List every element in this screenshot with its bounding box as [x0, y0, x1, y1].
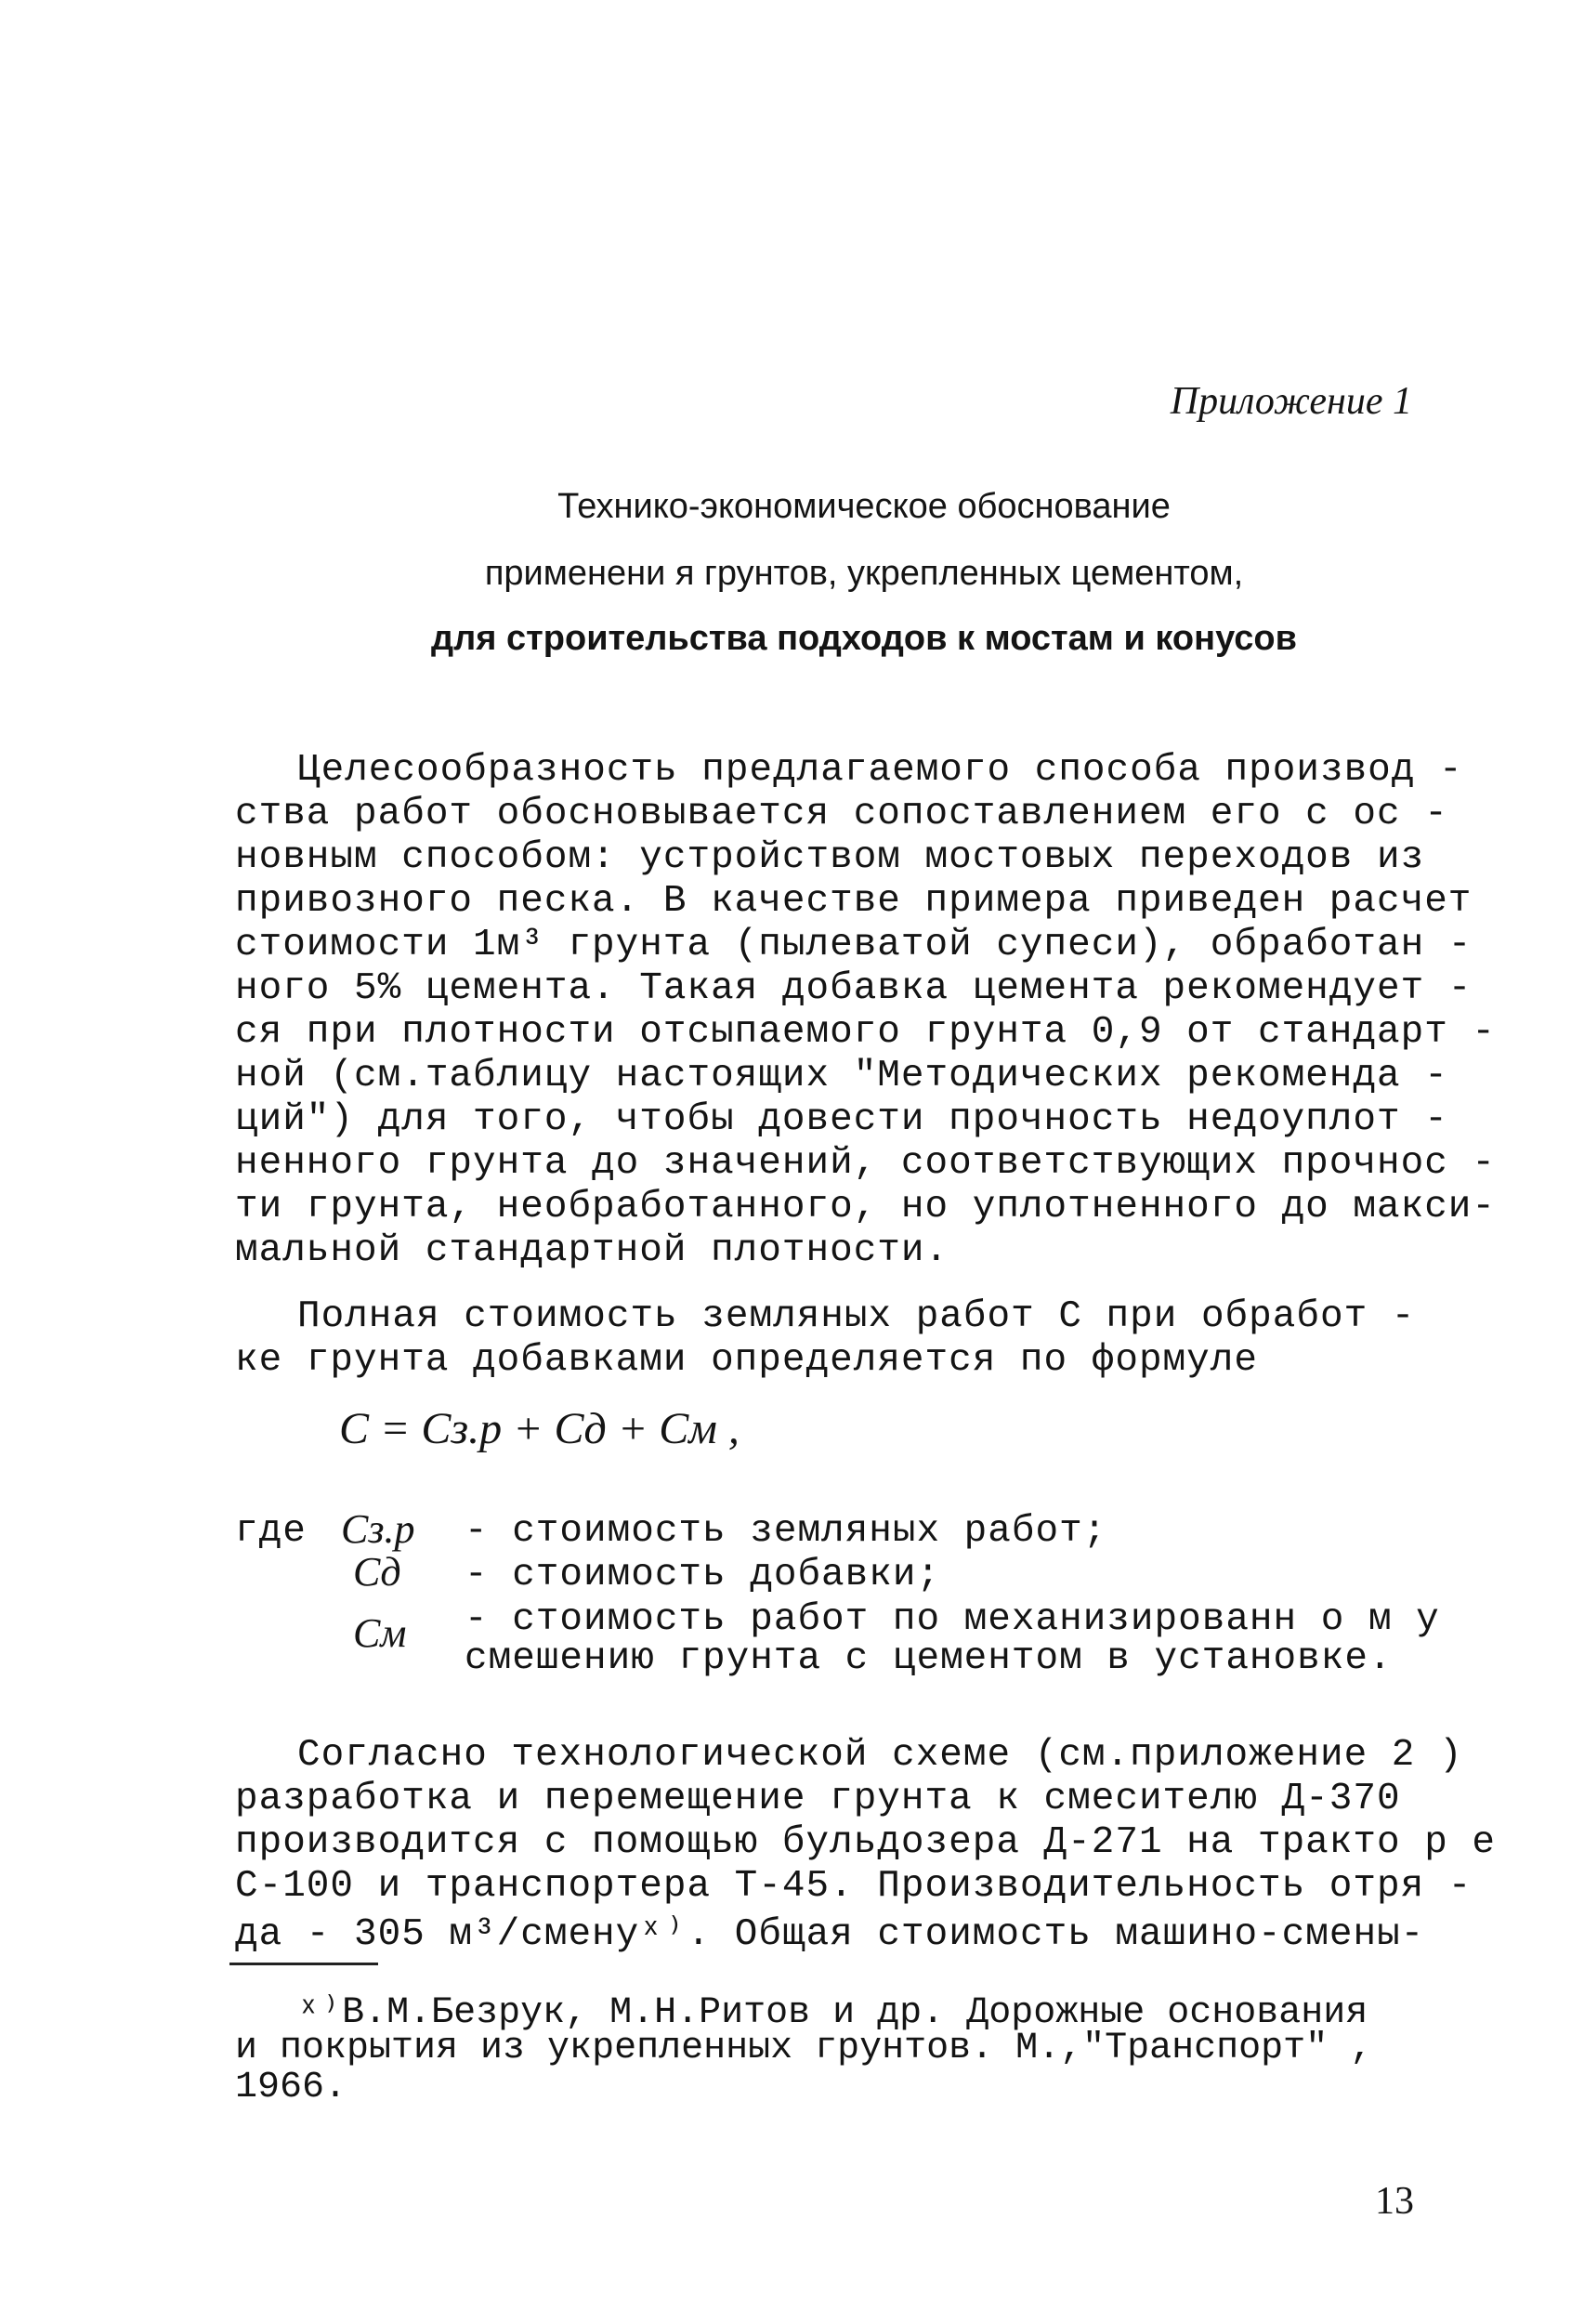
text-line: да - 305 м³/сменуˣ⁾. Общая стоимость машино-смены- [235, 1913, 1425, 1956]
text-line: мальной стандартной плотности. [235, 1229, 949, 1272]
text-line: ти грунта, необработанного, но уплотненного до макси- [235, 1186, 1497, 1228]
title-line-3: для строительства подходов к мостам и конусов [431, 619, 1297, 658]
symbol-c-d: Cд [353, 1549, 401, 1595]
text-line: ной (см.таблицу настоящих "Методических рекоменда - [235, 1055, 1448, 1097]
text-line: С-100 и транспортера Т-45. Производительность отря - [235, 1865, 1473, 1908]
symbol-c-m: Cм [353, 1610, 407, 1656]
definition-text: смешению грунта с цементом в установке. [465, 1637, 1393, 1680]
where-label: где [235, 1510, 307, 1553]
footnote-line: ˣ⁾В.М.Безрук, М.Н.Ритов и др. Дорожные основания [297, 1992, 1368, 2034]
footnote-divider [229, 1963, 378, 1965]
text-line: Полная стоимость земляных работ C при обработ - [297, 1295, 1416, 1338]
text-line: ций") для того, чтобы довести прочность недоуплот - [235, 1098, 1448, 1141]
appendix-label: Приложение 1 [1170, 380, 1412, 423]
text-line: ного 5% цемента. Такая добавка цемента рекомендует - [235, 967, 1473, 1010]
text-line: разработка и перемещение грунта к смесителю Д-370 [235, 1778, 1401, 1820]
text-line: ненного грунта до значений, соответствующих прочнос - [235, 1142, 1497, 1185]
cost-formula: C = Cз.р + Cд + Cм , [339, 1404, 740, 1453]
text-line: Целесообразность предлагаемого способа производ - [297, 749, 1463, 792]
text-line: стоимости 1м³ грунта (пылеватой супеси), обработан - [235, 924, 1473, 966]
title-line-1: Технико-экономическое обоснование [557, 487, 1171, 526]
text-line: Согласно технологической схеме (см.приложение 2 ) [297, 1734, 1463, 1777]
footnote-line: 1966. [235, 2067, 347, 2108]
title-line-2: применени я грунтов, укрепленных цементом, [484, 554, 1244, 593]
text-line: ке грунта добавками определяется по формуле [235, 1339, 1258, 1382]
text-line: новным способом: устройством мостовых переходов из [235, 836, 1425, 879]
footnote-line: и покрытия из укрепленных грунтов. М.,"Транспорт" , [235, 2028, 1373, 2069]
definition-text: - стоимость работ по механизированн о м у [465, 1598, 1440, 1641]
definition-text: - стоимость добавки; [465, 1554, 941, 1596]
symbol-c-zr: Cз.р [341, 1506, 415, 1552]
text-line: ся при плотности отсыпаемого грунта 0,9 от стандарт - [235, 1011, 1497, 1054]
text-line: привозного песка. В качестве примера приведен расчет [235, 880, 1473, 923]
text-line: ства работ обосновывается сопоставлением его с ос - [235, 793, 1448, 835]
definition-text: - стоимость земляных работ; [465, 1510, 1107, 1553]
page-number: 13 [1375, 2180, 1414, 2223]
text-line: производится с помощью бульдозера Д-271 на тракто р е [235, 1821, 1497, 1864]
